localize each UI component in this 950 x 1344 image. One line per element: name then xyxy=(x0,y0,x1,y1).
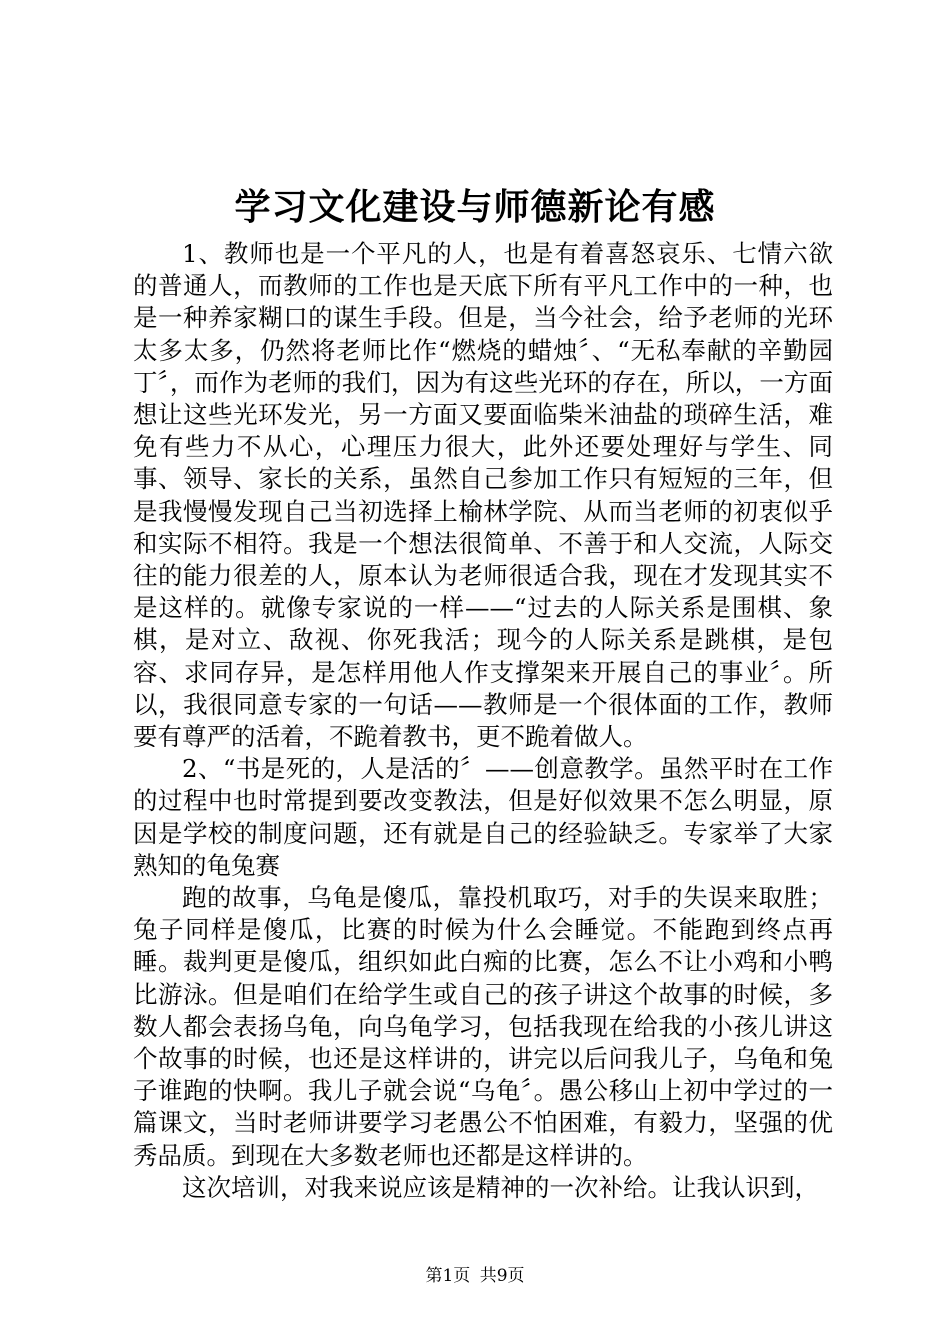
document-body xyxy=(133,238,833,1204)
paragraph-4: 这次培训，对我来说应该是精神的一次补给。让我认识到， xyxy=(182,1172,819,1202)
paragraph-2: 2、“书是死的，人是活的〞——创意教学。虽然平时在工作的过程中也时常提到要改变教法，但是好似效果不怎么明显，原因是学校的制度问题，还有就是自己的经验缺乏。专家举了大家熟知的龟兔赛 xyxy=(133,754,833,880)
page-footer xyxy=(0,1265,950,1287)
page-total: 共9页 xyxy=(479,1266,525,1286)
page-number: 第1页 xyxy=(425,1266,471,1286)
paragraph-3: 跑的故事，乌龟是傻瓜，靠投机取巧，对手的失误来取胜；兔子同样是傻瓜，比赛的时候为什么会睡觉。不能跑到终点再睡。裁判更是傻瓜，组织如此白痴的比赛，怎么不让小鸡和小鸭比游泳。但是咱们在给学生或自己的孩子讲这个故事的时候，多数人都会表扬乌龟，向乌龟学习，包括我现在给我的小孩儿讲这个故事的时候，也还是这样讲的，讲完以后问我儿子，乌龟和兔子谁跑的快啊。我儿子就会说“乌龟〞。愚公移山上初中学过的一篇课文，当时老师讲要学习老愚公不怕困难，有毅力，坚强的优秀品质。到现在大多数老师也还都是这样讲的。 xyxy=(133,883,833,1170)
paragraph-1: 1、教师也是一个平凡的人，也是有着喜怒哀乐、七情六欲的普通人，而教师的工作也是天底下所有平凡工作中的一种，也是一种养家糊口的谋生手段。但是，当今社会，给予老师的光环太多太多，仍然将老师比作“燃烧的蜡烛〞、“无私奉献的辛勤园丁〞，而作为老师的我们，因为有这些光环的存在，所以，一方面想让这些光环发光，另一方面又要面临柴米油盐的琐碎生活，难免有些力不从心，心理压力很大，此外还要处理好与学生、同事、领导、家长的关系，虽然自己参加工作只有短短的三年，但是我慢慢发现自己当初选择上榆林学院、从而当老师的初衷似乎和实际不相符。我是一个想法很简单、不善于和人交流，人际交往的能力很差的人，原本认为老师很适合我，现在才发现其实不是这样的。就像专家说的一样——“过去的人际关系是围棋、象棋，是对立、敌视、你死我活；现今的人际关系是跳棋，是包容、求同存异，是怎样用他人作支撑架来开展自己的事业〞。所以，我很同意专家的一句话——教师是一个很体面的工作，教师要有尊严的活着，不跪着教书，更不跪着做人。 xyxy=(133,239,833,752)
document-title: 学习文化建设与师德新论有感 xyxy=(234,186,716,228)
